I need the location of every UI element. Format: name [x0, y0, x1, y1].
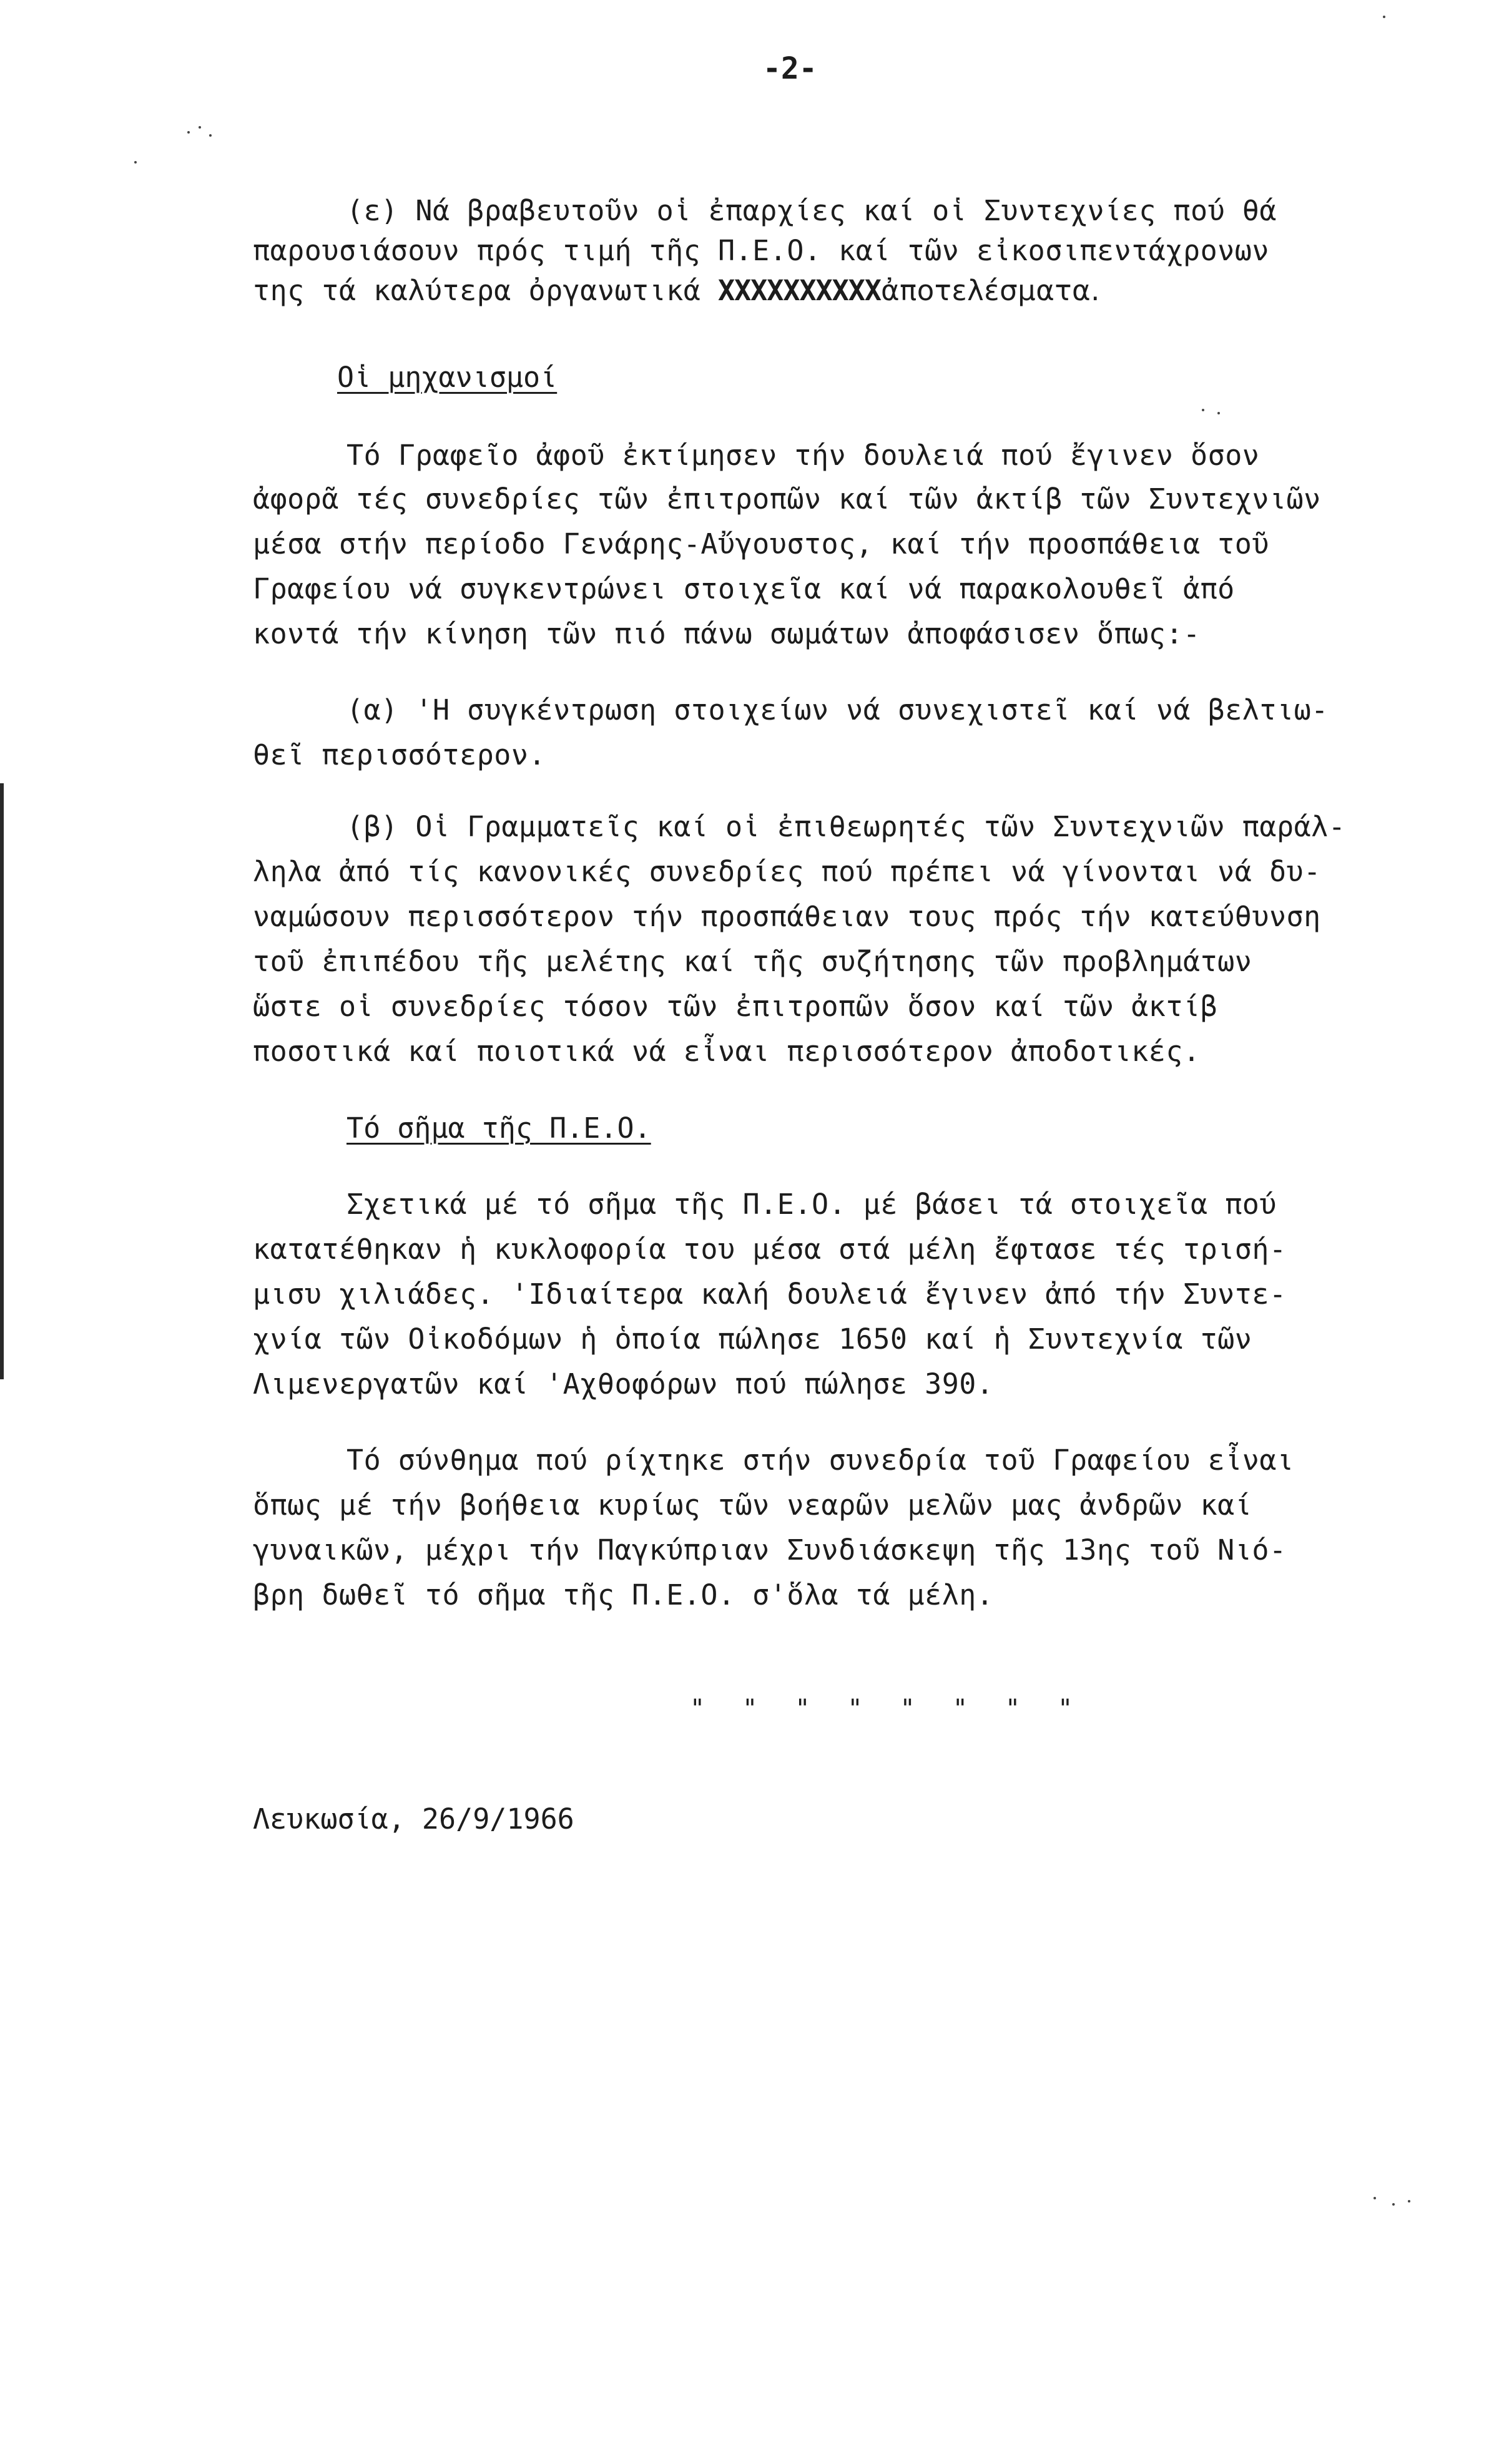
- paragraph-office-line-1: Τό Γραφεῖο ἀφοῦ ἐκτίμησεν τήν δουλειά πού ἔγινεν ὅσον: [346, 439, 1260, 472]
- paragraph-b-line-1: (β) Οἱ Γραμματεῖς καί οἱ ἐπιθεωρητές τῶν Συντεχνιῶν παράλ-: [346, 810, 1346, 843]
- paragraph-office-line-2: ἀφορᾶ τές συνεδρίες τῶν ἐπιτροπῶν καί τῶν ἀκτίβ τῶν Συντεχνιῶν: [253, 482, 1321, 516]
- paragraph-e-line-1: (ε) Νά βραβευτοῦν οἱ ἐπαρχίες καί οἱ Συντεχνίες πού θά: [346, 194, 1277, 227]
- scan-speck: [1408, 2200, 1410, 2202]
- paragraph-e-line-3-start: της τά καλύτερα ὀργανωτικά: [253, 274, 718, 307]
- separator-marks: " " " " " " " ": [690, 1694, 1084, 1723]
- scan-speck: [1202, 409, 1204, 411]
- paragraph-badge-line-1: Σχετικά μέ τό σῆμα τῆς Π.Ε.Ο. μέ βάσει τά στοιχεῖα πού: [346, 1188, 1277, 1221]
- paragraph-a-line-2: θεῖ περισσότερον.: [253, 738, 546, 771]
- paragraph-slogan-line-1: Τό σύνθημα πού ρίχτηκε στήν συνεδρία τοῦ Γραφείου εἶναι: [346, 1444, 1294, 1477]
- paragraph-slogan-line-4: βρη δωθεῖ τό σῆμα τῆς Π.Ε.Ο. σ'ὅλα τά μέλη.: [253, 1578, 994, 1611]
- paragraph-e-line-3-end: ἀποτελέσματα.: [880, 274, 1100, 307]
- scan-speck: [1217, 412, 1220, 414]
- paragraph-a-line-1: (α) 'Η συγκέντρωση στοιχείων νά συνεχιστεῖ καί νά βελτιω-: [346, 693, 1329, 726]
- scan-margin-line: [0, 783, 4, 1379]
- paragraph-slogan-line-2: ὅπως μέ τήν βοήθεια κυρίως τῶν νεαρῶν μελῶν μας ἀνδρῶν καί: [253, 1489, 1252, 1522]
- paragraph-b-line-3: ναμώσουν περισσότερον τήν προσπάθειαν τους πρός τήν κατεύθυνση: [253, 900, 1321, 933]
- paragraph-slogan-line-3: γυναικῶν, μέχρι τήν Παγκύπριαν Συνδιάσκεψη τῆς 13ης τοῦ Νιό-: [253, 1533, 1287, 1567]
- scan-speck: [199, 126, 201, 129]
- paragraph-b-line-6: ποσοτικά καί ποιοτικά νά εἶναι περισσότερον ἀποδοτικές.: [253, 1035, 1201, 1068]
- scan-speck: [1383, 16, 1385, 18]
- scan-speck: [134, 161, 137, 164]
- paragraph-office-line-5: κοντά τήν κίνηση τῶν πιό πάνω σωμάτων ἀποφάσισεν ὅπως:-: [253, 617, 1201, 650]
- heading-mechanisms: Οἱ μηχανισμοί: [337, 361, 558, 394]
- paragraph-b-line-4: τοῦ ἐπιπέδου τῆς μελέτης καί τῆς συζήτησης τῶν προβλημάτων: [253, 945, 1252, 978]
- paragraph-e-line-3: [253, 272, 1100, 310]
- paragraph-b-line-5: ὥστε οἱ συνεδρίες τόσον τῶν ἐπιτροπῶν ὅσον καί τῶν ἀκτίβ: [253, 990, 1218, 1023]
- scan-speck: [209, 134, 212, 137]
- paragraph-office-line-3: μέσα στήν περίοδο Γενάρης-Αὔγουστος, καί τήν προσπάθεια τοῦ: [253, 527, 1269, 560]
- struck-word: XXXXXXXXXX: [718, 274, 881, 307]
- scan-speck: [1392, 2203, 1395, 2206]
- scan-speck: [1374, 2197, 1376, 2199]
- scan-speck: [187, 131, 190, 134]
- paragraph-badge-line-4: χνία τῶν Οἰκοδόμων ἡ ὁποία πώλησε 1650 καί ἡ Συντεχνία τῶν: [253, 1322, 1252, 1356]
- paragraph-b-line-2: ληλα ἀπό τίς κανονικές συνεδρίες πού πρέπει νά γίνονται νά δυ-: [253, 855, 1321, 888]
- heading-badge: Τό σῆμα τῆς Π.Ε.Ο.: [346, 1112, 651, 1145]
- place-date: Λευκωσία, 26/9/1966: [253, 1802, 574, 1836]
- paragraph-badge-line-5: Λιμενεργατῶν καί 'Αχθοφόρων πού πώλησε 390.: [253, 1367, 994, 1401]
- paragraph-badge-line-3: μισυ χιλιάδες. 'Ιδιαίτερα καλή δουλειά ἔγινεν ἀπό τήν Συντε-: [253, 1278, 1287, 1311]
- paragraph-badge-line-2: κατατέθηκαν ἡ κυκλοφορία του μέσα στά μέλη ἔφτασε τές τρισή-: [253, 1233, 1287, 1266]
- page-number: -2-: [763, 51, 817, 86]
- paragraph-office-line-4: Γραφείου νά συγκεντρώνει στοιχεῖα καί νά παρακολουθεῖ ἀπό: [253, 572, 1235, 605]
- paragraph-e-line-2: παρουσιάσουν πρός τιμή τῆς Π.Ε.Ο. καί τῶν εἰκοσιπεντάχρονων: [253, 234, 1269, 267]
